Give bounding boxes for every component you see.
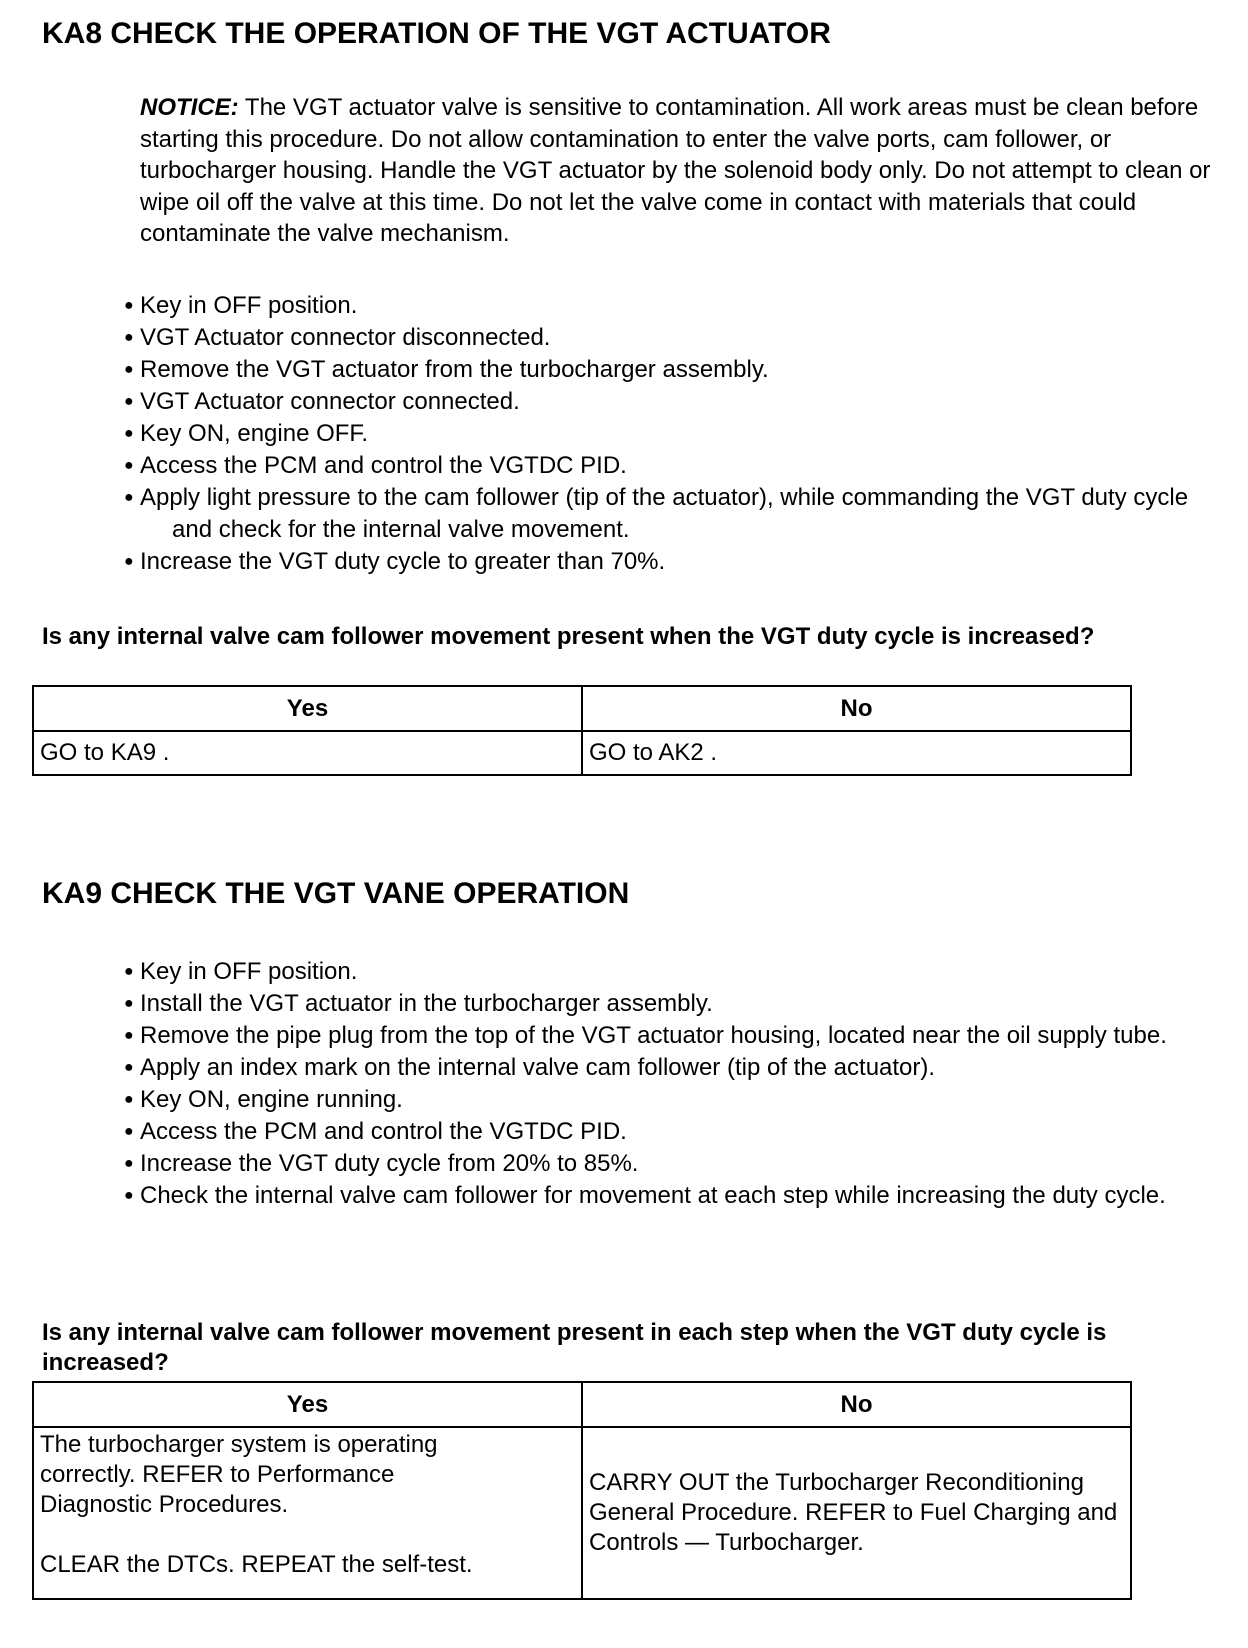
no-action: GO to AK2 . (582, 731, 1131, 775)
ka9-question: Is any internal valve cam follower movement present in each step when the VGT duty cycle is increased? (42, 1319, 1107, 1376)
list-item: ● Access the PCM and control the VGTDC PID. (124, 452, 627, 479)
ka8-decision-table (32, 685, 1132, 776)
list-item: ● Apply an index mark on the internal valve cam follower (tip of the actuator). (124, 1054, 936, 1081)
yes-action (33, 1427, 582, 1599)
ka8-steps (124, 290, 1234, 578)
list-item: ● Increase the VGT duty cycle from 20% to 85%. (124, 1150, 639, 1177)
list-item: ● Key in OFF position. (124, 292, 358, 319)
list-item: ● Key ON, engine OFF. (124, 420, 369, 447)
no-action (582, 1427, 1131, 1599)
no-header: No (582, 686, 1131, 731)
ka9-decision-table (32, 1381, 1132, 1600)
ka9-steps (124, 956, 1234, 1212)
list-item: ● Key in OFF position. (124, 958, 358, 985)
list-item: ● Increase the VGT duty cycle to greater than 70%. (124, 548, 666, 575)
notice-text: The VGT actuator valve is sensitive to contamination. All work areas must be clean before starting this procedure. Do not allow contamination to enter the valve ports, cam follower, or turbocharger housing. Handle the VGT actuator by the solenoid body only. Do not attempt to clean or wipe oil off the valve at this time. Do not let the valve come in contact with materials that could contaminate the valve mechanism. (140, 94, 1211, 247)
yes-header: Yes (33, 1382, 582, 1427)
list-item: ● Check the internal valve cam follower for movement at each step while increasing the duty cycle. (124, 1182, 1166, 1209)
no-action-text: CARRY OUT the Turbocharger Reconditioning General Procedure. REFER to Fuel Charging and Controls — Turbocharger. (589, 1469, 1118, 1556)
notice-label: NOTICE: (140, 94, 239, 121)
list-item: ● VGT Actuator connector disconnected. (124, 324, 551, 351)
list-item: ● Install the VGT actuator in the turbocharger assembly. (124, 990, 713, 1017)
yes-action-text: The turbocharger system is operating correctly. REFER to Performance Diagnostic Procedures. (40, 1431, 438, 1518)
list-item: ● Key ON, engine running. (124, 1086, 403, 1113)
list-item: ● Access the PCM and control the VGTDC PID. (124, 1118, 627, 1145)
list-item: ● Remove the VGT actuator from the turbocharger assembly. (124, 356, 769, 383)
yes-action-followup: CLEAR the DTCs. REPEAT the self-test. (40, 1551, 473, 1578)
list-item: ● Remove the pipe plug from the top of the VGT actuator housing, located near the oil supply tube. (124, 1022, 1167, 1049)
ka8-heading: KA8 CHECK THE OPERATION OF THE VGT ACTUATOR (42, 17, 831, 50)
yes-header: Yes (33, 686, 582, 731)
list-item: ● Apply light pressure to the cam follower (tip of the actuator), while commanding the VGT duty cycle and check for the internal valve movement. (124, 484, 1189, 543)
ka9-heading: KA9 CHECK THE VGT VANE OPERATION (42, 877, 630, 910)
ka8-notice (140, 92, 1220, 250)
ka8-question: Is any internal valve cam follower movement present when the VGT duty cycle is increased? (42, 623, 1095, 650)
yes-action: GO to KA9 . (33, 731, 582, 775)
list-item: ● VGT Actuator connector connected. (124, 388, 520, 415)
no-header: No (582, 1382, 1131, 1427)
